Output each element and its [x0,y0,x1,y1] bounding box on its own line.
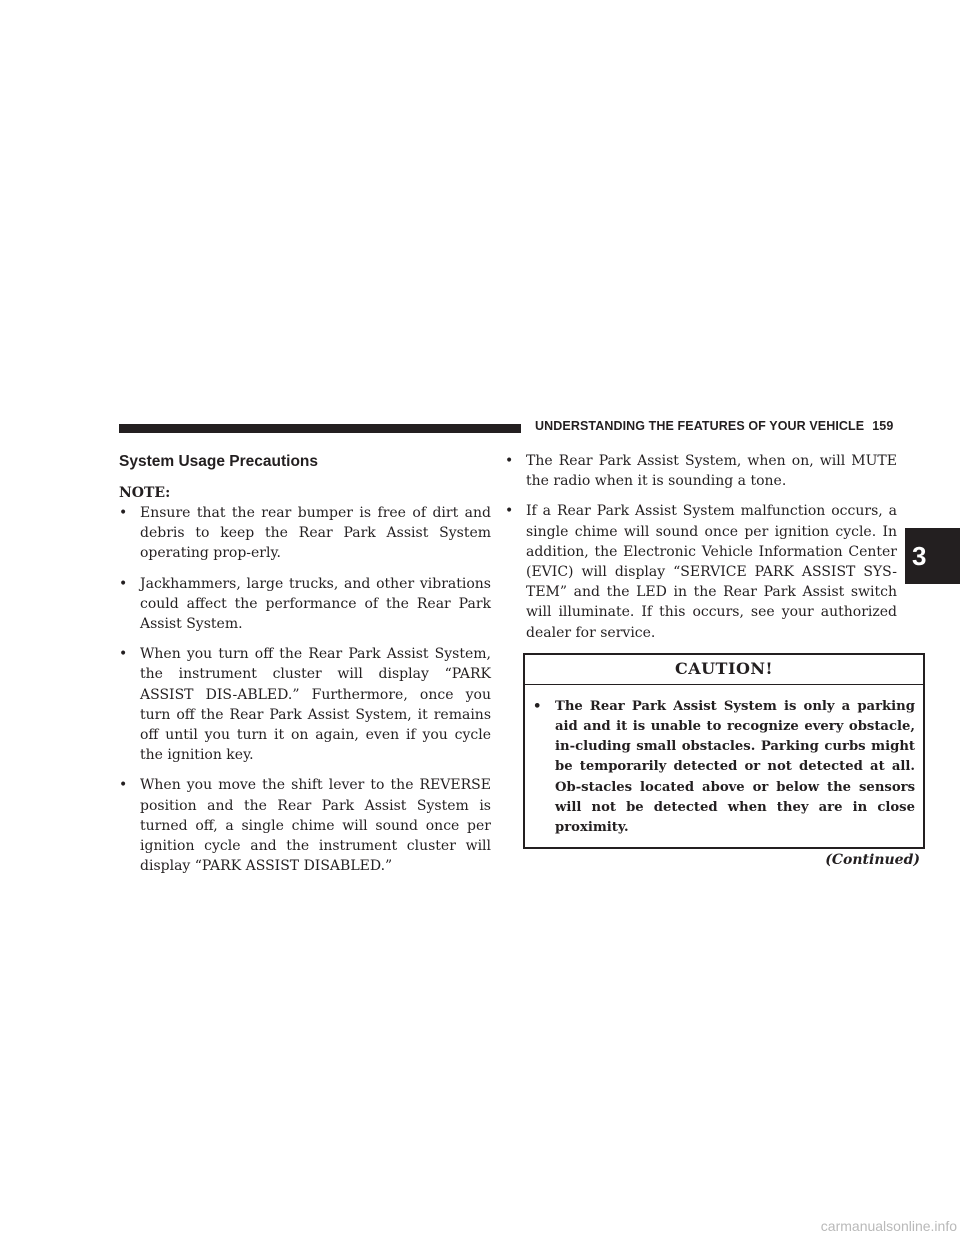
list-item [119,775,491,876]
caution-box [523,653,925,849]
list-item-text: The Rear Park Assist System is only a parking aid and it is unable to recognize every obstacle, in-cluding small obstacles. Parking curbs might be temporarily detected or not detected at all. Ob-stacles located above or below the sensors will not be detected when they are in close proximity. [555,698,915,836]
note-label: NOTE: [119,485,171,501]
list-item [119,574,491,635]
list-item-text: Ensure that the rear bumper is free of dirt and debris to keep the Rear Park Assist System operating prop-erly. [140,505,491,562]
bullet-icon: • [119,777,128,794]
right-column [505,451,920,869]
page-number: 159 [872,419,894,433]
bullet-icon: • [505,453,514,469]
list-item [119,503,491,564]
bullet-icon: • [119,575,128,592]
header-section-title: UNDERSTANDING THE FEATURES OF YOUR VEHICLE [535,419,865,433]
continued-label: (Continued) [825,852,920,869]
list-item-text: When you turn off the Rear Park Assist System, the instrument cluster will display “PARK ASSIST DIS-ABLED.” Furthermore, once you turn off the Rear Park Assist System, it remains off until you turn it on again, even if you cycle the ignition key. [140,646,491,764]
running-header [535,419,901,439]
list-item [505,451,897,491]
list-item-text: The Rear Park Assist System, when on, will MUTE the radio when it is sounding a tone. [526,453,897,490]
right-bullet-list [505,451,897,643]
header-rule [119,424,521,433]
caution-heading: CAUTION! [525,655,923,685]
caution-bullet-list [533,697,915,838]
bullet-icon: • [119,505,128,521]
list-item [533,697,915,838]
note-bullet-list [119,503,491,876]
bullet-icon: • [505,503,514,520]
caution-body [525,685,923,847]
section-heading: System Usage Precautions [119,453,319,470]
watermark: carmanualsonline.info [820,1218,957,1234]
list-item-text: Jackhammers, large trucks, and other vibrations could affect the performance of the Rear Park Assist System. [140,575,491,633]
list-item-text: When you move the shift lever to the REVERSE position and the Rear Park Assist System is turned off, a single chime will sound once per ignition cycle and the instrument cluster will display “PARK ASSIST DISABLED.” [140,777,491,875]
list-item-text: If a Rear Park Assist System malfunction occurs, a single chime will sound once per ignition cycle. In addition, the Electronic Vehicle Information Center (EVIC) will display “SERVICE PARK ASSIST SYS-TEM” and the LED in the Rear Park Assist switch will illuminate. If this occurs, see your authorized dealer for service. [526,503,897,641]
list-item [505,501,897,642]
bullet-icon: • [119,646,128,663]
chapter-tab: 3 [905,528,960,584]
list-item [119,644,491,765]
left-column [119,451,491,886]
bullet-icon: • [533,698,542,714]
